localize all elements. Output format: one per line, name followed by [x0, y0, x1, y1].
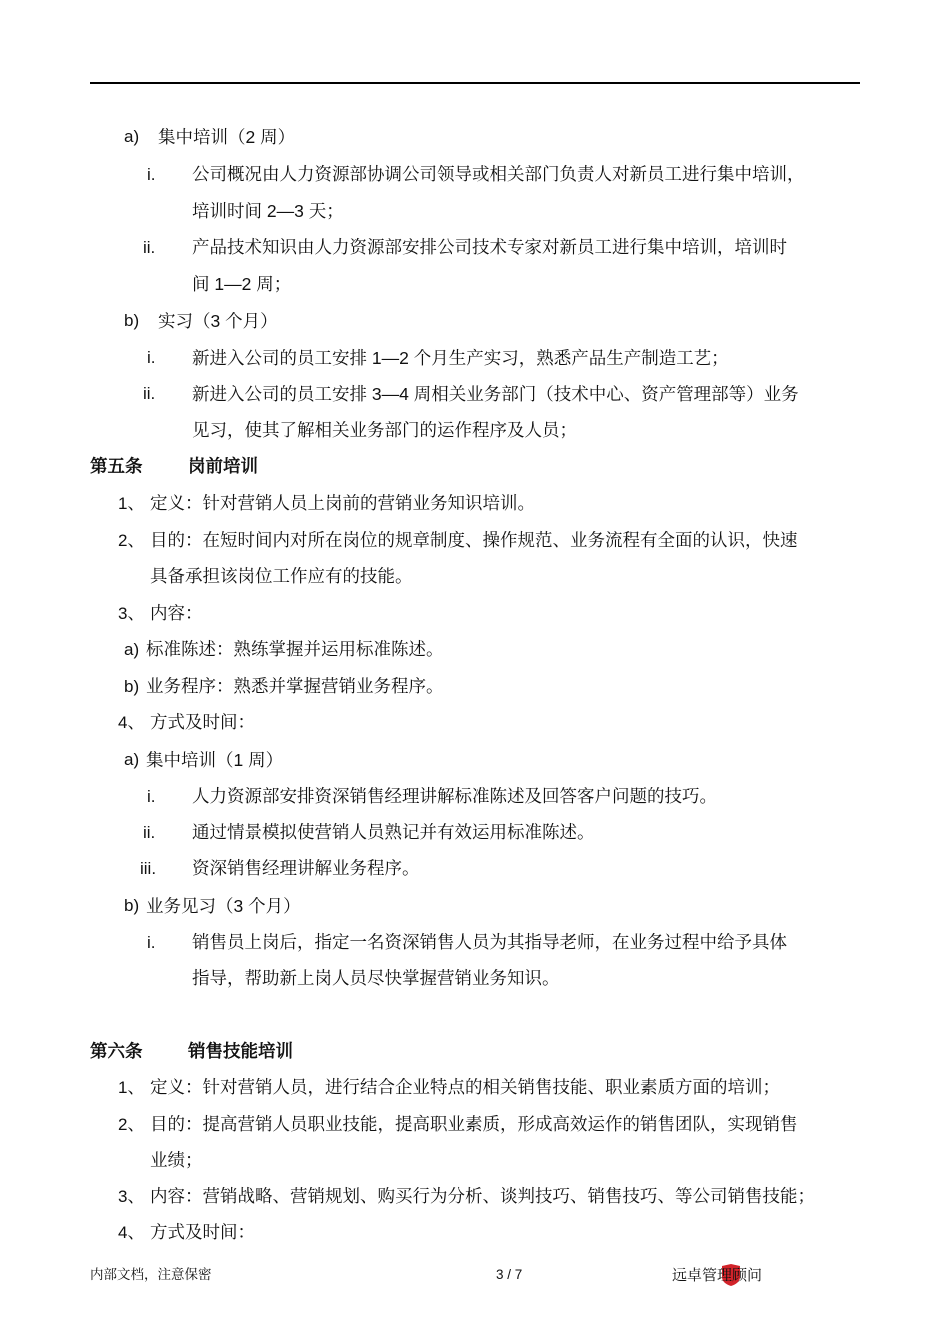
- list-marker: 4、: [118, 713, 145, 732]
- list-item: 公司概况由人力资源部协调公司领导或相关部门负责人对新员工进行集中培训，: [192, 165, 805, 185]
- list-item: 内容：: [150, 604, 203, 624]
- list-item: 通过情景模拟使营销人员熟记并有效运用标准陈述。: [192, 823, 595, 843]
- list-item: 实习（3 个月）: [158, 311, 278, 331]
- list-marker: b): [124, 311, 140, 330]
- list-marker: b): [124, 677, 140, 696]
- article-number: 第六条: [90, 1042, 143, 1062]
- list-marker: a): [124, 127, 140, 146]
- list-item-continued: 间 1—2 周；: [192, 274, 292, 294]
- list-item: 目的：在短时间内对所在岗位的规章制度、操作规范、业务流程有全面的认识，快速: [150, 531, 798, 551]
- list-marker: ii.: [143, 823, 156, 842]
- list-marker: 2、: [118, 531, 145, 550]
- list-item-continued: 具备承担该岗位工作应有的技能。: [150, 567, 413, 587]
- list-marker: b): [124, 896, 140, 915]
- list-item: 定义：针对营销人员，进行结合企业特点的相关销售技能、职业素质方面的培训；: [150, 1078, 780, 1098]
- list-item: 定义：针对营销人员上岗前的营销业务知识培训。: [150, 494, 535, 514]
- footer-brand: [672, 1265, 762, 1285]
- list-item: 方式及时间：: [150, 1223, 255, 1243]
- list-marker: 3、: [118, 1187, 145, 1206]
- list-item: 新进入公司的员工安排 1—2 个月生产实习，熟悉产品生产制造工艺；: [192, 348, 729, 368]
- page-number: 3 / 7: [496, 1267, 523, 1282]
- list-item: 业务见习（3 个月）: [146, 896, 301, 916]
- list-item-continued: 见习，使其了解相关业务部门的运作程序及人员；: [192, 421, 577, 441]
- header-rule: [90, 82, 860, 84]
- list-item: 目的：提高营销人员职业技能，提高职业素质，形成高效运作的销售团队，实现销售: [150, 1115, 798, 1135]
- list-item-continued: 指导，帮助新上岗人员尽快掌握营销业务知识。: [192, 969, 560, 989]
- list-marker: i.: [147, 348, 156, 367]
- list-marker: i.: [147, 787, 156, 806]
- list-marker: ii.: [143, 238, 156, 257]
- list-marker: 1、: [118, 1078, 145, 1097]
- list-marker: 1、: [118, 494, 145, 513]
- list-marker: 4、: [118, 1223, 145, 1242]
- list-item: 新进入公司的员工安排 3—4 周相关业务部门（技术中心、资产管理部等）业务: [192, 384, 799, 404]
- list-item-continued: 业绩；: [150, 1151, 203, 1171]
- list-marker: ii.: [143, 384, 156, 403]
- article-number: 第五条: [90, 457, 143, 477]
- list-item: 资深销售经理讲解业务程序。: [192, 859, 420, 879]
- list-item-continued: 培训时间 2—3 天；: [192, 201, 344, 221]
- list-item: 方式及时间：: [150, 713, 255, 733]
- list-item: 销售员上岗后，指定一名资深销售人员为其指导老师，在业务过程中给予具体: [192, 933, 787, 953]
- list-marker: 2、: [118, 1115, 145, 1134]
- list-item: 集中培训（1 周）: [146, 750, 284, 770]
- list-item: 产品技术知识由人力资源部安排公司技术专家对新员工进行集中培训，培训时: [192, 238, 787, 258]
- list-marker: i.: [147, 933, 156, 952]
- article-title: 岗前培训: [188, 457, 258, 477]
- list-item: 标准陈述：熟练掌握并运用标准陈述。: [146, 640, 444, 660]
- list-item: 集中培训（2 周）: [158, 127, 296, 147]
- list-marker: a): [124, 750, 140, 769]
- brand-name: 远卓管理顾问: [672, 1266, 763, 1284]
- list-item: 人力资源部安排资深销售经理讲解标准陈述及回答客户问题的技巧。: [192, 787, 717, 807]
- list-item: 内容：营销战略、营销规划、购买行为分析、谈判技巧、销售技巧、等公司销售技能；: [150, 1187, 815, 1207]
- list-marker: i.: [147, 165, 156, 184]
- list-marker: 3、: [118, 604, 145, 623]
- list-item: 业务程序：熟悉并掌握营销业务程序。: [146, 677, 444, 697]
- article-title: 销售技能培训: [188, 1042, 293, 1062]
- list-marker: a): [124, 640, 140, 659]
- footer-confidential: 内部文档，注意保密: [90, 1267, 212, 1283]
- list-marker: iii.: [140, 859, 157, 878]
